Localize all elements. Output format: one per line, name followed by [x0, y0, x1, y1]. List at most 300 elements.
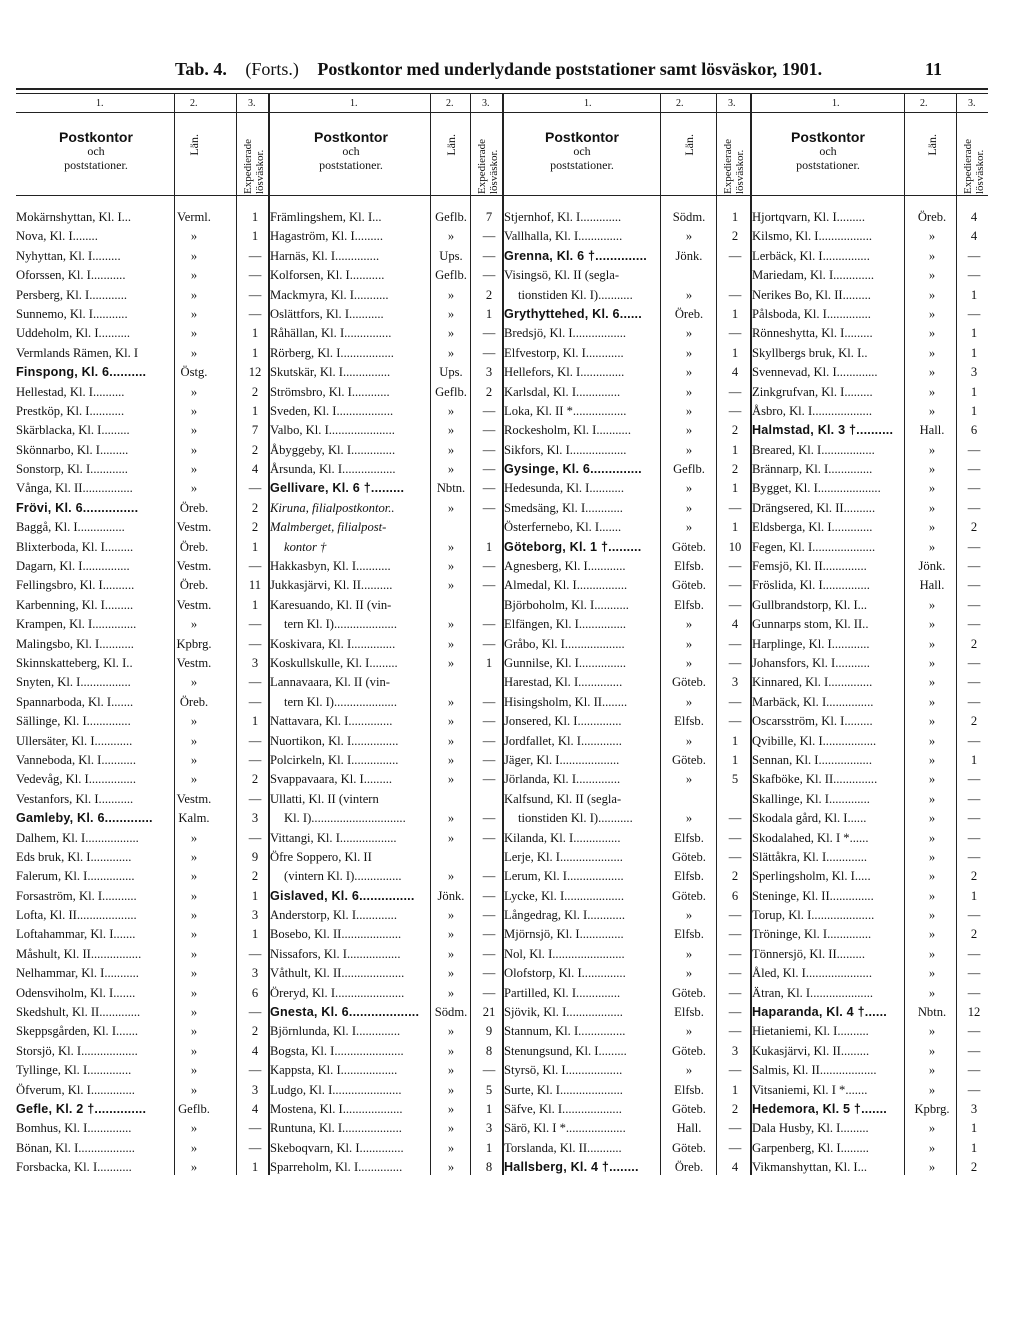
- expedierade-value: 1: [251, 1160, 259, 1175]
- table-row: [504, 1081, 752, 1100]
- expedierade-value: —: [967, 481, 981, 496]
- header-och: och: [573, 144, 591, 158]
- table-row: [16, 693, 270, 712]
- table-row: [504, 635, 752, 654]
- expedierade-value: —: [482, 946, 496, 961]
- lan-value: Göteb.: [672, 675, 706, 690]
- lan-value: »: [190, 1140, 198, 1155]
- table-row: [270, 1061, 504, 1080]
- lan-value: »: [928, 442, 936, 457]
- expedierade-value: 4: [731, 365, 739, 380]
- lan-value: »: [928, 384, 936, 399]
- column-number: 3.: [728, 98, 736, 109]
- station-name: Årsunda, Kl. I.................: [270, 462, 396, 477]
- table-row: [16, 1081, 270, 1100]
- station-name: Tyllinge, Kl. I..............: [16, 1063, 132, 1078]
- expedierade-value: 1: [251, 888, 259, 903]
- table-row: [752, 1119, 988, 1138]
- expedierade-value: 1: [485, 1101, 493, 1116]
- station-name: Nol, Kl. I.......................: [504, 946, 625, 961]
- lan-value: »: [447, 559, 455, 574]
- station-name: Mostena, Kl. I...................: [270, 1101, 403, 1116]
- lan-value: Vestm.: [176, 655, 212, 670]
- expedierade-value: 2: [970, 927, 978, 942]
- station-name: Breared, Kl. I.................: [752, 442, 875, 457]
- expedierade-value: —: [482, 345, 496, 360]
- table-row: [504, 925, 752, 944]
- expedierade-value: —: [728, 1140, 742, 1155]
- table-row: [270, 1081, 504, 1100]
- expedierade-value: 2: [970, 714, 978, 729]
- station-name: Kilanda, Kl. I...............: [504, 830, 621, 845]
- lan-value: Göteb.: [672, 1101, 706, 1116]
- header-postkontor: Postkontor: [314, 129, 388, 145]
- expedierade-value: 1: [731, 210, 739, 224]
- lan-value: Kpbrg.: [914, 1101, 950, 1116]
- expedierade-value: 3: [485, 365, 493, 380]
- table-row: [504, 1119, 752, 1138]
- lan-value: »: [447, 1140, 455, 1155]
- station-name: Skutskär, Kl. I...............: [270, 365, 391, 380]
- column-header-lan: Län.: [444, 134, 458, 156]
- lan-value: Södm.: [434, 1005, 468, 1020]
- table-row: [16, 1139, 270, 1158]
- station-name: Råhällan, Kl. I...............: [270, 326, 392, 341]
- table-row: [504, 460, 752, 479]
- station-name: Harnäs, Kl. I..............: [270, 248, 380, 263]
- lan-value: Kpbrg.: [176, 636, 212, 651]
- expedierade-value: 1: [970, 384, 978, 399]
- station-name: Drängsered, Kl. II..........: [752, 500, 876, 515]
- station-name: Smedsäng, Kl. I............: [504, 500, 623, 515]
- table-row: [270, 208, 504, 227]
- station-name: Fellingsbro, Kl. I..........: [16, 578, 135, 593]
- expedierade-value: 1: [251, 539, 259, 554]
- table-number: Tab. 4.: [175, 59, 227, 79]
- expedierade-value: —: [967, 617, 981, 632]
- station-name: Partilled, Kl. I..............: [504, 985, 621, 1000]
- lan-value: »: [447, 946, 455, 961]
- table-row: [504, 363, 752, 382]
- expedierade-value: —: [482, 752, 496, 767]
- expedierade-value: —: [482, 578, 496, 593]
- expedierade-value: —: [967, 559, 981, 574]
- station-name: Olofstorp, Kl. I..............: [504, 966, 626, 981]
- station-name: Mjörnsjö, Kl. I..............: [504, 927, 624, 942]
- lan-value: »: [447, 655, 455, 670]
- table-row: [752, 654, 988, 673]
- station-name: Mokärnshyttan, Kl. I...: [16, 210, 132, 224]
- table-row: [270, 867, 504, 886]
- expedierade-value: 7: [485, 210, 493, 224]
- expedierade-value: —: [967, 772, 981, 787]
- station-name: Snyten, Kl. I................: [16, 675, 131, 690]
- expedierade-value: 2: [970, 1160, 978, 1175]
- station-name: Halmstad, Kl. 3 †..........: [752, 423, 894, 438]
- table-row: [752, 732, 988, 751]
- table-title: Postkontor med underlydande poststationer samt lösväskor, 1901.: [317, 59, 823, 79]
- lan-value: »: [447, 966, 455, 981]
- table-row: [16, 887, 270, 906]
- lan-value: Geflb.: [435, 210, 467, 224]
- lan-value: »: [685, 733, 693, 748]
- table-row: [16, 576, 270, 595]
- table-row: [16, 964, 270, 983]
- station-name: Persberg, Kl. I............: [16, 287, 128, 302]
- station-name: Gefle, Kl. 2 †..............: [16, 1101, 147, 1116]
- station-name: Våthult, Kl. II....................: [270, 966, 405, 981]
- header-postkontor: Postkontor: [59, 129, 133, 145]
- table-row: [270, 576, 504, 595]
- station-name: Bogsta, Kl. I......................: [270, 1043, 404, 1058]
- table-row: [270, 654, 504, 673]
- column-header-expedierade: Expedierade lösväskor.: [242, 139, 266, 194]
- expedierade-value: —: [482, 985, 496, 1000]
- expedierade-value: —: [482, 248, 496, 263]
- expedierade-value: 5: [731, 772, 739, 787]
- table-row: [504, 499, 752, 518]
- expedierade-value: —: [728, 384, 742, 399]
- station-name: Hellefors, Kl. I..............: [504, 365, 625, 380]
- station-name: Tönnersjö, Kl. II.........: [752, 946, 865, 961]
- expedierade-value: 2: [251, 384, 259, 399]
- lan-value: »: [190, 326, 198, 341]
- lan-value: Kalm.: [178, 811, 210, 826]
- expedierade-value: 1: [485, 306, 493, 321]
- lan-value: »: [685, 617, 693, 632]
- station-name: Jäger, Kl. I...................: [504, 752, 620, 767]
- table-row: [270, 1003, 504, 1022]
- expedierade-value: 4: [251, 1101, 259, 1116]
- column-header-lan: Län.: [187, 134, 201, 156]
- station-name: Forsaström, Kl. I...........: [16, 888, 137, 903]
- table-row: [270, 984, 504, 1003]
- expedierade-value: —: [728, 849, 742, 864]
- station-name: Åsbro, Kl. I...................: [752, 403, 872, 418]
- expedierade-value: —: [728, 1005, 742, 1020]
- station-name: Lannavaara, Kl. II (vin-: [270, 675, 390, 690]
- expedierade-value: 1: [731, 306, 739, 321]
- lan-value: Ups.: [439, 248, 463, 263]
- table-row: [504, 1139, 752, 1158]
- station-name: Steninge, Kl. II..............: [752, 888, 874, 903]
- table-row: [504, 829, 752, 848]
- expedierade-value: —: [248, 1005, 262, 1020]
- table-row: [16, 383, 270, 402]
- station-name: Vånga, Kl. II................: [16, 481, 133, 496]
- expedierade-value: —: [967, 1082, 981, 1097]
- station-name: Skedshult, Kl. II.............: [16, 1005, 141, 1020]
- table-row: [504, 383, 752, 402]
- table-row: [504, 887, 752, 906]
- column-header-postkontor: [16, 130, 176, 172]
- station-name: Gysinge, Kl. 6..............: [504, 462, 642, 477]
- lan-value: »: [190, 617, 198, 632]
- lan-value: »: [447, 1063, 455, 1078]
- expedierade-value: 4: [251, 462, 259, 477]
- table-row: [16, 945, 270, 964]
- table-row: [752, 770, 988, 789]
- station-name: Agnesberg, Kl. I............: [504, 559, 626, 574]
- expedierade-value: —: [967, 1024, 981, 1039]
- table-row: [752, 247, 988, 266]
- column-number: 3.: [248, 98, 256, 109]
- table-row: [270, 751, 504, 770]
- table-row: [16, 925, 270, 944]
- expedierade-value: 8: [485, 1043, 493, 1058]
- station-name: Vermlands Rämen, Kl. I: [16, 345, 139, 360]
- station-name: Malingsbo, Kl. I...........: [16, 636, 134, 651]
- expedierade-value: —: [248, 1121, 262, 1136]
- column-header-lan: Län.: [682, 134, 696, 156]
- lan-value: Öreb.: [674, 306, 704, 321]
- station-name: Storsjö, Kl. I..................: [16, 1043, 138, 1058]
- station-name: Grenna, Kl. 6 †..............: [504, 248, 647, 263]
- station-name: Jonsered, Kl. I..............: [504, 714, 622, 729]
- table-row: [752, 286, 988, 305]
- column-number: 3.: [968, 98, 976, 109]
- table-row: [752, 867, 988, 886]
- station-name: Stenungsund, Kl. I.........: [504, 1043, 627, 1058]
- expedierade-value: 1: [970, 752, 978, 767]
- station-name: Pålsboda, Kl. I..............: [752, 306, 871, 321]
- expedierade-value: 4: [731, 1160, 739, 1175]
- header-postkontor: Postkontor: [791, 129, 865, 145]
- column-number: 2.: [920, 98, 928, 109]
- station-name: Krampen, Kl. I..............: [16, 617, 137, 632]
- lan-value: »: [685, 365, 693, 380]
- column-header-postkontor: [270, 130, 432, 172]
- table-row: [504, 712, 752, 731]
- expedierade-value: —: [482, 714, 496, 729]
- table-row: [752, 1061, 988, 1080]
- table-row: [504, 344, 752, 363]
- table-row: [270, 906, 504, 925]
- lan-value: »: [685, 946, 693, 961]
- expedierade-value: —: [482, 442, 496, 457]
- lan-value: »: [685, 520, 693, 535]
- station-name: Elfvestorp, Kl. I............: [504, 345, 624, 360]
- station-name: Sparreholm, Kl. I..............: [270, 1160, 403, 1175]
- station-name: Österfernebo, Kl. I.......: [504, 520, 622, 535]
- expedierade-value: —: [482, 617, 496, 632]
- lan-value: »: [928, 248, 936, 263]
- table-row: [16, 1119, 270, 1138]
- expedierade-value: 1: [731, 481, 739, 496]
- lan-value: Jönk.: [675, 248, 703, 263]
- expedierade-value: 6: [970, 423, 978, 438]
- station-name: Sikfors, Kl. I..................: [504, 442, 627, 457]
- expedierade-value: 2: [251, 442, 259, 457]
- lan-value: »: [447, 1121, 455, 1136]
- station-name: Hakkasbyn, Kl. I...........: [270, 559, 391, 574]
- station-name: Kalfsund, Kl. II (segla-: [504, 791, 622, 806]
- lan-value: Verml.: [177, 210, 211, 224]
- lan-value: »: [190, 345, 198, 360]
- lan-value: »: [685, 908, 693, 923]
- expedierade-value: —: [728, 830, 742, 845]
- lan-value: »: [447, 927, 455, 942]
- station-name: Bosebo, Kl. II...................: [270, 927, 402, 942]
- column-header-postkontor: [752, 130, 904, 172]
- lan-value: Göteb.: [672, 849, 706, 864]
- table-row: [504, 1022, 752, 1041]
- table-row: [752, 984, 988, 1003]
- lan-value: Göteb.: [672, 539, 706, 554]
- expedierade-value: 1: [251, 403, 259, 418]
- expedierade-value: 1: [731, 442, 739, 457]
- lan-value: »: [447, 1024, 455, 1039]
- expedierade-value: 7: [251, 423, 259, 438]
- expedierade-value: 8: [485, 1160, 493, 1175]
- lan-value: »: [190, 1082, 198, 1097]
- station-name: Måshult, Kl. II................: [16, 946, 142, 961]
- table-row: [16, 673, 270, 692]
- lan-value: »: [928, 694, 936, 709]
- lan-value: Elfsb.: [674, 869, 704, 884]
- lan-value: »: [928, 908, 936, 923]
- column-number: 1.: [350, 98, 358, 109]
- expedierade-value: —: [482, 403, 496, 418]
- station-name: Blixterboda, Kl. I.........: [16, 539, 134, 554]
- table-row: [752, 1081, 988, 1100]
- expedierade-value: —: [482, 694, 496, 709]
- lan-value: »: [447, 694, 455, 709]
- expedierade-value: —: [967, 306, 981, 321]
- expedierade-value: —: [482, 908, 496, 923]
- expedierade-value: 1: [251, 210, 259, 224]
- table-row: [504, 906, 752, 925]
- expedierade-value: —: [728, 636, 742, 651]
- lan-value: »: [928, 229, 936, 244]
- table-row: [270, 557, 504, 576]
- header-poststationer: poststationer.: [319, 158, 383, 172]
- lan-value: »: [190, 1005, 198, 1020]
- table-row: [270, 247, 504, 266]
- lan-value: »: [190, 830, 198, 845]
- table-row: [270, 1119, 504, 1138]
- expedierade-value: —: [967, 462, 981, 477]
- table-row: [504, 538, 752, 557]
- station-name: Slättåkra, Kl. I.............: [752, 849, 868, 864]
- lan-value: »: [685, 1024, 693, 1039]
- lan-value: »: [685, 403, 693, 418]
- table-row: [270, 809, 504, 828]
- table-row: [504, 227, 752, 246]
- station-name: Jukkasjärvi, Kl. II..........: [270, 578, 393, 593]
- expedierade-value: 9: [485, 1024, 493, 1039]
- expedierade-value: 5: [485, 1082, 493, 1097]
- table-row: [16, 984, 270, 1003]
- column-number: 1.: [832, 98, 840, 109]
- lan-value: »: [928, 287, 936, 302]
- lan-value: »: [685, 500, 693, 515]
- expedierade-value: 2: [485, 287, 493, 302]
- expedierade-value: —: [482, 772, 496, 787]
- lan-value: »: [447, 539, 455, 554]
- expedierade-value: 4: [251, 1043, 259, 1058]
- expedierade-value: —: [967, 442, 981, 457]
- table-row: [270, 712, 504, 731]
- station-name: Garpenberg, Kl. I.........: [752, 1140, 869, 1155]
- expedierade-value: 1: [731, 752, 739, 767]
- expedierade-value: 12: [248, 365, 262, 380]
- station-name: Gunnilse, Kl. I...............: [504, 655, 627, 670]
- expedierade-value: 3: [251, 966, 259, 981]
- table-row: [504, 479, 752, 498]
- station-name: Malmberget, filialpost-: [270, 520, 387, 535]
- station-name: Koskivara, Kl. I..............: [270, 636, 396, 651]
- station-name: Sjövik, Kl. I..................: [504, 1005, 623, 1020]
- lan-value: »: [190, 481, 198, 496]
- header-postkontor: Postkontor: [545, 129, 619, 145]
- table-row: [752, 479, 988, 498]
- lan-value: »: [190, 733, 198, 748]
- station-name: Hjortqvarn, Kl. I.........: [752, 210, 865, 224]
- expedierade-value: —: [728, 1024, 742, 1039]
- expedierade-value: 12: [967, 1005, 981, 1020]
- expedierade-value: 3: [251, 1082, 259, 1097]
- table-row: [16, 790, 270, 809]
- station-name: Sperlingsholm, Kl. I.....: [752, 869, 871, 884]
- table-row: [752, 693, 988, 712]
- lan-value: »: [190, 927, 198, 942]
- lan-value: »: [190, 888, 198, 903]
- lan-value: »: [190, 384, 198, 399]
- station-name: Strömsbro, Kl. I............: [270, 384, 390, 399]
- table-row: [752, 790, 988, 809]
- lan-value: »: [928, 500, 936, 515]
- station-name: Prestköp, Kl. I...........: [16, 403, 125, 418]
- table-row: [504, 1061, 752, 1080]
- expedierade-value: —: [482, 869, 496, 884]
- lan-value: »: [928, 985, 936, 1000]
- lan-value: »: [447, 287, 455, 302]
- table-row: [752, 576, 988, 595]
- expedierade-value: 2: [731, 1101, 739, 1116]
- expedierade-value: 3: [251, 908, 259, 923]
- lan-value: Elfsb.: [674, 559, 704, 574]
- table-row: [504, 208, 752, 227]
- expedierade-value: —: [728, 985, 742, 1000]
- lan-value: »: [685, 423, 693, 438]
- lan-value: »: [685, 636, 693, 651]
- lan-value: »: [447, 345, 455, 360]
- station-name: Koskullskulle, Kl. I.........: [270, 655, 398, 670]
- table-row: [504, 615, 752, 634]
- table-row: [504, 945, 752, 964]
- station-name: Kappsta, Kl. I..................: [270, 1063, 398, 1078]
- lan-value: Geflb.: [673, 462, 705, 477]
- lan-value: »: [190, 306, 198, 321]
- lan-value: Göteb.: [672, 752, 706, 767]
- lan-value: »: [928, 326, 936, 341]
- expedierade-value: —: [482, 733, 496, 748]
- lan-value: »: [190, 1063, 198, 1078]
- expedierade-value: 1: [485, 655, 493, 670]
- lan-value: »: [447, 985, 455, 1000]
- lan-value: »: [928, 733, 936, 748]
- station-name: Gellivare, Kl. 6 †.........: [270, 481, 405, 496]
- lan-value: »: [447, 1101, 455, 1116]
- expedierade-value: 6: [251, 985, 259, 1000]
- expedierade-value: —: [728, 694, 742, 709]
- table-row: [16, 266, 270, 285]
- station-name: Karbenning, Kl. I.........: [16, 597, 134, 612]
- column-header-lan: Län.: [925, 134, 939, 156]
- expedierade-value: —: [248, 675, 262, 690]
- table-row: [270, 848, 504, 867]
